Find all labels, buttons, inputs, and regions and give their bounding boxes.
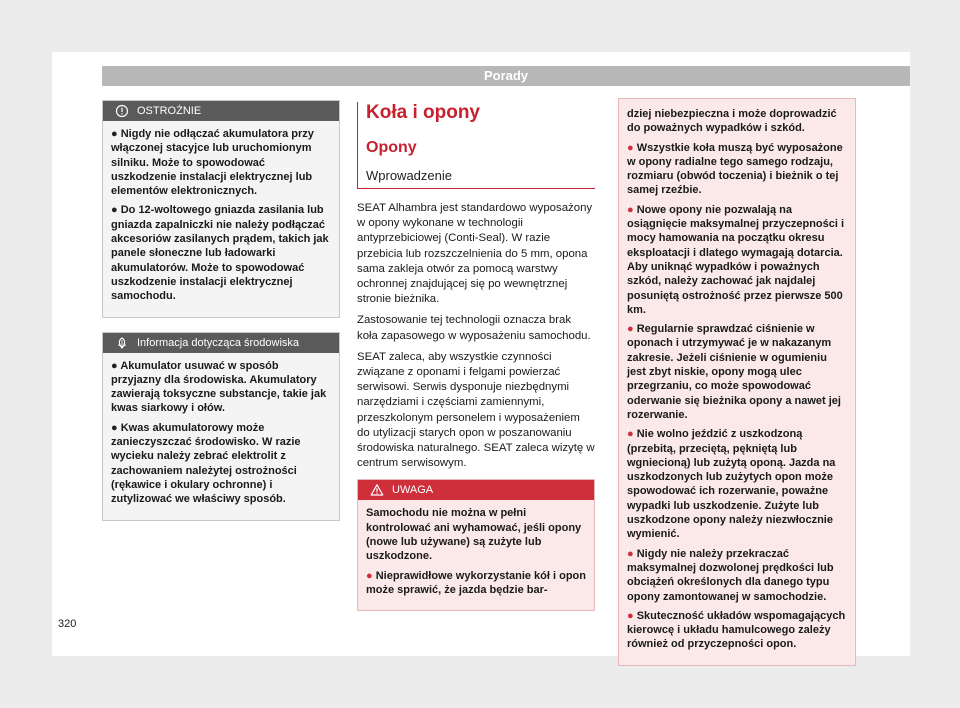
caution-box-title: OSTROŻNIE: [137, 105, 202, 117]
danger-continued-intro: dziej niebezpieczna i może doprowadzić do poważnych wypadków i szkód.: [627, 108, 837, 135]
section-heading-block: [357, 102, 595, 189]
danger-item: ● Nieprawidłowe wykorzystanie kół i opon może sprawić, że jazda będzie bar-: [366, 569, 586, 596]
danger-box-title: UWAGA: [392, 484, 434, 497]
environment-box: [102, 332, 340, 521]
danger-item: ● Nie wolno jeździć z uszkodzoną (przebitą, przeciętą, pękniętą lub wgniecioną) lub zużytą oponą. Jazda na uszkodzonych lub zużytych opon może spowodować ich rozerwanie, poważne wypadki lub uszkodzenie. Zużyte lub uszkodzone opony należy niezwłocznie wymienić.: [627, 428, 836, 541]
warning-triangle-icon: [370, 483, 384, 497]
danger-item: ● Regularnie sprawdzać ciśnienie w oponach i utrzymywać je w nakazanym zakresie. Jeżeli ciśnienie w ogumieniu jest zbyt niskie, opony mogą ulec przegrzaniu, co może spowodować oderwanie się bieżnika opony a nawet jej rozerwanie.: [627, 323, 841, 421]
bullet-icon: ●: [111, 128, 118, 140]
bullet-icon: ●: [111, 204, 118, 217]
section-title: Opony: [366, 139, 417, 156]
paragraph: SEAT zaleca, aby wszystkie czynności związane z oponami i felgami powierzać serwisowi. Serwis dysponuje niezbędnymi narzędziami i częściami zamiennymi, przeszkolonym personelem i wyposażeniem do utylizacji starych opon w poszanowaniu środowiska naturalnego. SEAT zaleca wizytę w centrum serwisowym.: [357, 350, 595, 470]
exclamation-circle-icon: [115, 104, 129, 118]
bullet-icon: ●: [627, 141, 634, 154]
bullet-icon: ●: [627, 547, 634, 560]
danger-item: ● Nigdy nie należy przekraczać maksymalnej dozwolonej prędkości lub obciążeń określonych dla danego typu opony zamontowanej w samochodzie.: [627, 547, 834, 603]
bullet-icon: ●: [627, 428, 634, 441]
page-header: Porady: [102, 66, 910, 86]
bullet-icon: ●: [627, 203, 634, 216]
left-column: [102, 100, 340, 521]
caution-box: [102, 100, 340, 318]
danger-box-body: [358, 500, 594, 610]
danger-item: ● Wszystkie koła muszą być wyposażone w opony radialne tego samego rodzaju, rozmiaru (obwód toczenia) i bieżnik o tej samej rzeźbie.: [627, 141, 843, 197]
environment-item: ● Akumulator usuwać w sposób przyjazny dla środowiska. Akumulatory zawierają toksyczne substancje, takie jak kwas siarkowy i ołów.: [111, 359, 327, 415]
right-column: [618, 98, 856, 666]
paragraph: Zastosowanie tej technologii oznacza brak koła zapasowego w wyposażeniu samochodu.: [357, 314, 591, 342]
danger-box: [357, 479, 595, 611]
caution-box-body: [103, 121, 339, 317]
danger-intro: Samochodu nie można w pełni kontrolować ani wyhamować, jeśli opony (nowe lub używane) są zużyte lub uszkodzone.: [366, 507, 582, 563]
middle-column: [357, 100, 595, 611]
paragraph: SEAT Alhambra jest standardowo wyposażony w opony wykonane w technologii antyprzebiciowej (Conti-Seal). W razie przebicia lub rozszczelnienia do 5 mm, opona sama zakleja otwór za pomocą warstwy ochronnej znajdującej się po wewnętrznej stronie bieżnika.: [357, 202, 593, 306]
environment-box-title: Informacja dotycząca środowiska: [137, 336, 300, 349]
danger-box-header: [358, 480, 594, 500]
environment-item: ● Kwas akumulatorowy może zanieczyszczać środowisko. W razie wycieku należy zebrać elektrolit z zachowaniem należytej ostrożności (rękawice i okulary ochronne) i zutylizować we właściwy sposób.: [111, 421, 301, 506]
danger-item: ● Skuteczność układów wspomagających kierowcę i układu hamulcowego zależy również od przyczepności opon.: [627, 609, 846, 651]
environment-box-body: [103, 353, 339, 520]
bullet-icon: ●: [627, 609, 634, 622]
chapter-title: Koła i opony: [366, 102, 480, 123]
caution-box-header: [103, 101, 339, 121]
bullet-icon: ●: [111, 359, 118, 372]
page-number: 320: [58, 618, 77, 630]
caution-item: ● Do 12-woltowego gniazda zasilania lub gniazda zapalniczki nie należy podłączać akcesoriów zasilanych prądem, takich jak panele słoneczne lub ładowarki akumulatorów. Może to spowodować uszkodzenie instalacji elektrycznej samochodu.: [111, 204, 329, 303]
bullet-icon: ●: [627, 323, 634, 336]
manual-page: [52, 52, 910, 656]
danger-box-continued: [618, 98, 856, 666]
body-text: [357, 201, 595, 471]
subsection-title: Wprowadzenie: [366, 168, 452, 183]
environment-box-header: [103, 333, 339, 353]
bullet-icon: ●: [111, 421, 118, 434]
danger-box-continued-body: [619, 99, 855, 665]
bullet-icon: ●: [366, 569, 373, 582]
danger-item: ● Nowe opony nie pozwalają na osiągnięcie maksymalnej przyczepności i mocy hamowania na początku okresu eksploatacji i dlatego wymagają dotarcia. Aby uniknąć wypadków i poważnych szkód, należy zachować jak najdalej posuniętą ostrożność przez pierwsze 500 km.: [627, 203, 845, 316]
caution-item: ● Nigdy nie odłączać akumulatora przy włączonej stacyjce lub uruchomionym silniku. Może to spowodować uszkodzenie instalacji elektrycznej lub elementów elektronicznych.: [111, 128, 314, 198]
leaf-icon: [115, 336, 129, 350]
